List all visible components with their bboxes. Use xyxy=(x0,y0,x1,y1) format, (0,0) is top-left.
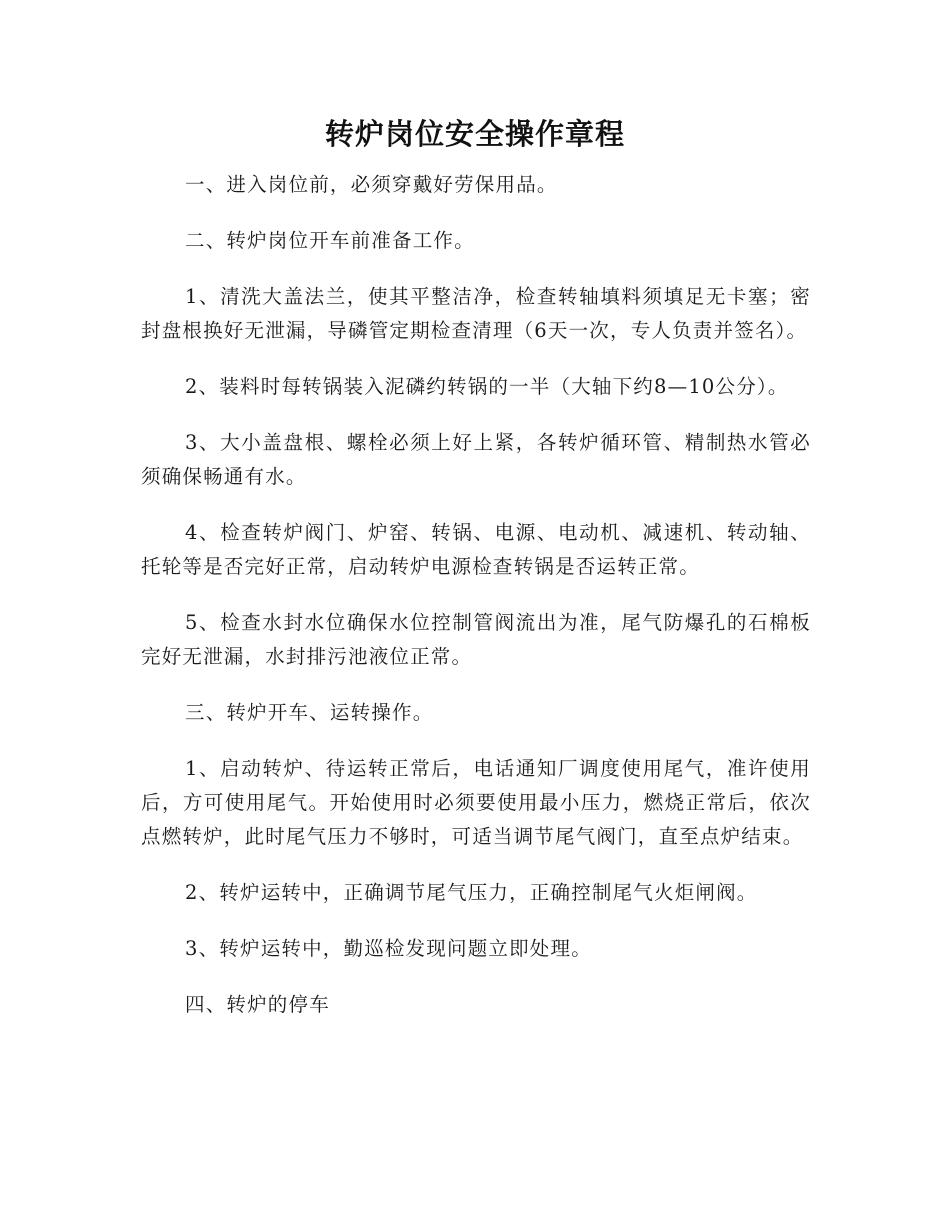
paragraph-1: 一、进入岗位前，必须穿戴好劳保用品。 xyxy=(185,173,558,196)
paragraph-4: 2、装料时每转锅装入泥磷约转锅的一半（大轴下约8—10公分）。 xyxy=(185,375,789,398)
paragraph-12: 四、转炉的停车 xyxy=(185,993,330,1016)
paragraph-11: 3、转炉运转中，勤巡检发现问题立即处理。 xyxy=(185,937,592,960)
paragraph-3: 1、清洗大盖法兰，使其平整洁净，检查转轴填料须填足无卡塞；密封盘根换好无泄漏，导磷管定期检查清理（6天一次，专人负责并签名）。 xyxy=(141,285,811,342)
paragraph-10: 2、转炉运转中，正确调节尾气压力，正确控制尾气火炬闸阀。 xyxy=(185,881,758,904)
paragraph-7: 5、检查水封水位确保水位控制管阀流出为准，尾气防爆孔的石棉板完好无泄漏，水封排污池液位正常。 xyxy=(141,611,811,668)
paragraph-5: 3、大小盖盘根、螺栓必须上好上紧，各转炉循环管、精制热水管必须确保畅通有水。 xyxy=(141,431,811,488)
paragraph-9: 1、启动转炉、待运转正常后，电话通知厂调度使用尾气，准许使用后，方可使用尾气。开始使用时必须要使用最小压力，燃烧正常后，依次点燃转炉，此时尾气压力不够时，可适当调节尾气阀门，直至点炉结束。 xyxy=(141,757,811,848)
document-body xyxy=(141,168,811,1044)
paragraph-8: 三、转炉开车、运转操作。 xyxy=(185,701,434,724)
document-title: 转炉岗位安全操作章程 xyxy=(324,117,625,151)
paragraph-2: 二、转炉岗位开车前准备工作。 xyxy=(185,229,475,252)
paragraph-6: 4、检查转炉阀门、炉窑、转锅、电源、电动机、减速机、转动轴、托轮等是否完好正常，启动转炉电源检查转锅是否运转正常。 xyxy=(141,521,811,578)
